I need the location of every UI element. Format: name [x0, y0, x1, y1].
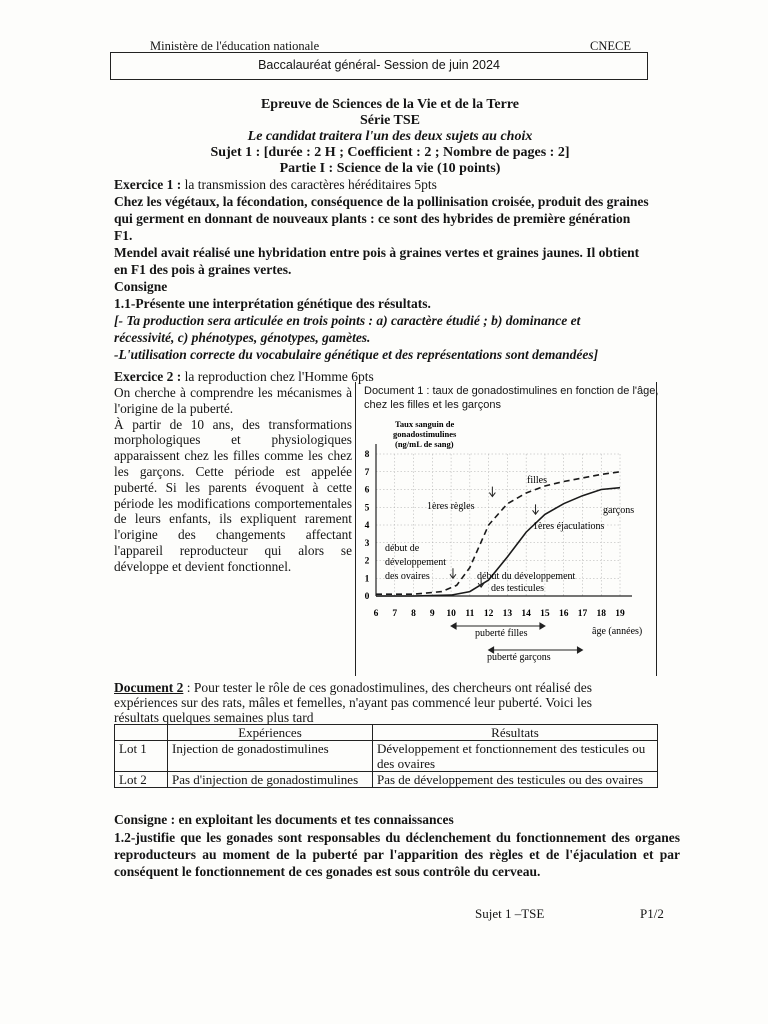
exercise2-text	[114, 385, 352, 575]
page-number: P1/2	[640, 906, 664, 921]
y-tick-label: 7	[364, 467, 370, 478]
consigne-label: Consigne	[114, 279, 168, 294]
table-cell-lot: Lot 2	[115, 772, 168, 788]
table-header-experiences: Expériences	[168, 725, 373, 741]
document2-intro	[114, 680, 592, 696]
x-tick-label: 14	[521, 609, 531, 619]
document2-intro-text: expériences sur des rats, mâles et femelles, n'ayant pas commencé leur puberté. Voici les	[114, 695, 593, 710]
x-tick-label: 15	[540, 609, 550, 619]
choice-instruction: Le candidat traitera l'un des deux sujets au choix	[247, 129, 533, 144]
table-row	[115, 741, 658, 772]
x-tick-label: 9	[429, 609, 435, 619]
table-row	[115, 772, 658, 788]
exercise1-text: F1.	[114, 228, 133, 243]
exercise1-text: Mendel avait réalisé une hybridation entre pois à graines vertes et graines jaunes. Il obtient	[114, 245, 640, 260]
y-tick-label: 0	[364, 592, 370, 602]
x-tick-label: 12	[483, 609, 494, 619]
exercise1-label: Exercice 1 :	[114, 177, 182, 192]
table-header-resultats: Résultats	[373, 725, 658, 741]
annotation-testicules: des testicules	[491, 583, 545, 594]
exercise2-heading	[114, 369, 374, 385]
x-tick-label: 16	[558, 609, 569, 619]
table-cell-experience: Pas d'injection de gonadostimulines	[168, 772, 373, 788]
instruction-note: [- Ta production sera articulée en trois points : a) caractère étudié ; b) dominance et	[114, 313, 581, 328]
x-tick-label: 11	[465, 609, 475, 619]
part-title: Partie I : Science de la vie (10 points)	[279, 161, 501, 176]
annotation-ovaires: début de	[385, 543, 420, 554]
y-tick-label: 8	[364, 450, 370, 460]
annotation-regles: 1ères règles	[427, 501, 475, 512]
x-tick-label: 18	[596, 609, 606, 619]
y-axis-label-3: (ng/mL de sang)	[395, 439, 454, 449]
x-tick-label: 17	[577, 609, 588, 619]
document1-title	[364, 384, 664, 412]
y-tick-label: 1	[364, 574, 370, 585]
exercise1-text: en F1 des pois à graines vertes.	[114, 262, 292, 277]
y-axis-label-2: gonadostimulines	[393, 429, 457, 439]
y-tick-label: 6	[364, 485, 370, 496]
table-cell	[115, 725, 168, 741]
question-1-2: 1.2-justifie que les gonades sont responsables du déclenchement du fonctionnement des organes reproducteurs au moment de la puberté par l'apparition des règles et de l'éjaculation et par conséquent le fonctionnement de ces gonades est sous contrôle du cerveau.	[114, 830, 680, 879]
question-1-1: 1.1-Présente une interprétation génétique des résultats.	[114, 296, 431, 311]
range-label-puberte-garcons: puberté garçons	[487, 652, 551, 663]
exercise2-topic: la reproduction chez l'Homme 6pts	[181, 369, 374, 384]
ministry-label: Ministère de l'éducation nationale	[150, 39, 320, 53]
gonadostimulines-chart	[355, 412, 655, 676]
exercise1-text: qui germent en donnant de nouveaux plants : ce sont des hybrides de première génération	[114, 211, 631, 226]
x-tick-label: 10	[446, 609, 456, 619]
y-tick-label: 4	[364, 521, 370, 531]
range-arrowhead	[540, 623, 545, 629]
table-cell-resultat: Pas de développement des testicules ou des ovaires	[373, 772, 658, 788]
consigne2-label: Consigne : en exploitant les documents et tes connaissances	[114, 812, 454, 827]
table-cell-resultat: Développement et fonctionnement des testicules ou des ovaires	[373, 741, 658, 772]
subject-info: Sujet 1 : [durée : 2 H ; Coefficient : 2 ; Nombre de pages : 2]	[210, 145, 570, 160]
x-tick-label: 8	[411, 609, 416, 619]
series-label-filles: filles	[527, 475, 547, 486]
exercise2-paragraph: On cherche à comprendre les mécanismes à l'origine de la puberté.	[114, 385, 352, 416]
org-label: CNECE	[590, 39, 631, 53]
exercise2-paragraph: À partir de 10 ans, des transformations morphologiques et physiologiques apparaissent chez les filles comme les chez les garçons. Cette période est appelée puberté. Si les parents évoquent à cette période les modifications comportementales de leurs enfants, ils expliquent rarement l'origine des changements affectant l'appareil reproducteur qui alors se développe et devient fonctionnel.	[114, 416, 352, 574]
annotation-ovaires: développement	[385, 557, 447, 568]
results-table	[114, 724, 658, 788]
x-axis-label: âge (années)	[592, 626, 643, 637]
instruction-note: récessivité, c) phénotypes, génotypes, gamètes.	[114, 330, 371, 345]
exam-title: Epreuve de Sciences de la Vie et de la Terre	[260, 97, 520, 112]
y-tick-label: 3	[364, 538, 370, 549]
document2-intro-text: résultats quelques semaines plus tard	[114, 710, 314, 725]
range-arrowhead	[577, 647, 582, 653]
series-label-garcons: garçons	[603, 505, 635, 516]
range-arrowhead	[451, 623, 456, 629]
x-tick-label: 7	[392, 609, 398, 619]
x-tick-label: 6	[373, 609, 379, 619]
range-label-puberte-filles: puberté filles	[475, 628, 528, 639]
footer-subject: Sujet 1 –TSE	[475, 906, 545, 921]
x-tick-label: 19	[615, 609, 625, 619]
x-tick-label: 13	[502, 609, 513, 619]
annotation-ejaculations: 1ères éjaculations	[533, 521, 605, 532]
y-axis-label-1: Taux sanguin de	[395, 419, 455, 429]
session-label: Baccalauréat général- Session de juin 2024	[258, 58, 500, 72]
annotation-testicules: début du développement	[477, 571, 576, 582]
y-tick-label: 2	[364, 556, 370, 567]
document1-title-line: Document 1 : taux de gonadostimulines en fonction de l'âge,	[364, 385, 659, 397]
exercise1-heading	[114, 177, 437, 193]
document1-title-line: chez les filles et les garçons	[364, 399, 501, 411]
exercise1-topic: la transmission des caractères héréditaires 5pts	[181, 177, 437, 192]
exercise1-text: Chez les végétaux, la fécondation, conséquence de la pollinisation croisée, produit des graines	[114, 194, 649, 209]
document2-label: Document 2	[114, 680, 184, 695]
table-cell-lot: Lot 1	[115, 741, 168, 772]
table-header-row	[115, 725, 658, 741]
y-tick-label: 5	[364, 503, 370, 514]
table-cell-experience: Injection de gonadostimulines	[168, 741, 373, 772]
series-title: Série TSE	[359, 113, 421, 128]
instruction-note: -L'utilisation correcte du vocabulaire génétique et des représentations sont demandées]	[114, 347, 599, 362]
annotation-ovaires: des ovaires	[385, 571, 430, 582]
exercise2-label: Exercice 2 :	[114, 369, 182, 384]
document2-intro-text: : Pour tester le rôle de ces gonadostimulines, des chercheurs ont réalisé des	[183, 680, 593, 695]
